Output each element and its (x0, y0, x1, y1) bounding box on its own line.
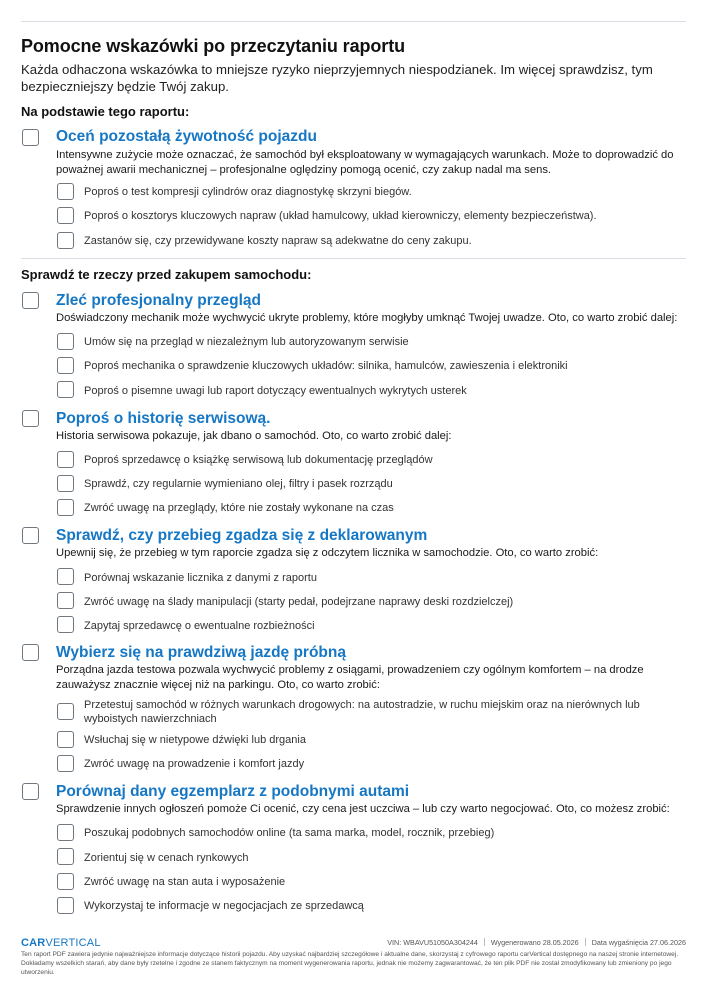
item-checkbox[interactable] (57, 731, 74, 748)
logo-text-light: VERTICAL (45, 937, 101, 949)
item-checkbox[interactable] (57, 873, 74, 890)
expiry-date: Data wygaśnięcia 27.06.2026 (591, 938, 686, 947)
section-title: Sprawdź, czy przebieg zgadza się z deklarowanym (56, 527, 428, 544)
checklist-item: Zwróć uwagę na stan auta i wyposażenie (84, 876, 286, 888)
intro-text: Każda odhaczona wskazówka to mniejsze ryzyko nieprzyjemnych niespodzianek. Im więcej sprawdzisz, tym bezpieczniejszy będzie Twój zakup. (21, 62, 653, 94)
generated-date: Wygenerowano 28.05.2026 (490, 938, 579, 947)
vin-number: VIN: WBAVU51050A304244 (387, 938, 478, 947)
item-checkbox[interactable] (57, 592, 74, 609)
item-checkbox[interactable] (57, 475, 74, 492)
checklist-item: Zwróć uwagę na przeglądy, które nie zostały wykonane na czas (84, 502, 394, 514)
item-checkbox[interactable] (57, 357, 74, 374)
checklist-item: Zastanów się, czy przewidywane koszty napraw są adekwatne do ceny zakupu. (84, 235, 472, 247)
item-checkbox[interactable] (57, 848, 74, 865)
section-description: Sprawdzenie innych ogłoszeń pomoże Ci ocenić, czy cena jest uczciwa – lub czy warto negocjować. Oto, co możesz zrobić: (56, 803, 670, 815)
item-checkbox[interactable] (57, 897, 74, 914)
item-checkbox[interactable] (57, 755, 74, 772)
checklist-item: Poproś mechanika o sprawdzenie kluczowych układów: silnika, hamulców, zawieszenia i elektroniki (84, 360, 568, 372)
section-checkbox[interactable] (22, 783, 39, 800)
checklist-item: Wykorzystaj te informacje w negocjacjach ze sprzedawcą (84, 900, 364, 912)
report-meta (387, 938, 686, 947)
item-checkbox[interactable] (57, 824, 74, 841)
section-title: Wybierz się na prawdziwą jazdę próbną (56, 644, 346, 661)
checklist-item: Poproś o test kompresji cylindrów oraz diagnostykę skrzyni biegów. (84, 186, 412, 198)
section-description: Historia serwisowa pokazuje, jak dbano o samochód. Oto, co warto zrobić dalej: (56, 430, 452, 442)
top-divider (21, 21, 686, 22)
section-description: Upewnij się, że przebieg w tym raporcie zgadza się z odczytem licznika w samochodzie. Oto, co warto zrobić: (56, 547, 599, 559)
item-checkbox[interactable] (57, 207, 74, 224)
logo-text-bold: CAR (21, 937, 46, 949)
item-checkbox[interactable] (57, 703, 74, 720)
checklist-item: Zorientuj się w cenach rynkowych (84, 852, 249, 864)
section-checkbox[interactable] (22, 527, 39, 544)
section-description: Porządna jazda testowa pozwala wychwycić problemy z osiągami, prowadzeniem czy ogólnym komfortem – na drodze zauważysz znacznie więcej niż na parkingu. Oto, co warto zrobić: (56, 664, 644, 691)
section-title: Porównaj dany egzemplarz z podobnymi autami (56, 783, 410, 800)
meta-separator (585, 938, 586, 946)
item-checkbox[interactable] (57, 183, 74, 200)
item-checkbox[interactable] (57, 568, 74, 585)
checklist-item: Poproś sprzedawcę o książkę serwisową lub dokumentację przeglądów (84, 454, 433, 466)
checklist-item: Poproś o pisemne uwagi lub raport dotyczący ewentualnych wykrytych usterek (84, 385, 467, 397)
section-divider (21, 258, 686, 259)
checklist-item: Zwróć uwagę na ślady manipulacji (starty pedał, podejrzane naprawy deski rozdzielczej) (84, 596, 514, 608)
checklist-item: Zapytaj sprzedawcę o ewentualne rozbieżności (84, 620, 315, 632)
item-checkbox[interactable] (57, 499, 74, 516)
section-description: Intensywne zużycie może oznaczać, że samochód był eksploatowany w wymagających warunkach. Może to doprowadzić do poważnej awarii mechanicznej – profesjonalne oględziny pomogą ocenić, czy zakup nadal ma sens. (56, 149, 674, 176)
footer-disclaimer: Ten raport PDF zawiera jedynie najważniejsze informacje dotyczące historii pojazdu. Aby uzyskać najbardziej szczegółowe i aktualne dane, skorzystaj z cyfrowego raportu carVertical dostępnego na naszej stronie internetowej. Dokładamy wszelkich starań, aby dane były rzetelne i zgodne ze stanem faktycznym na moment wygenerowania raportu, jednak nie możemy zagwarantować, że ten plik PDF nie został zmodyfikowany lub zmieniony po jego utworzeniu. (21, 951, 679, 976)
checklist-item: Wsłuchaj się w nietypowe dźwięki lub drgania (84, 734, 306, 746)
section-checkbox[interactable] (22, 410, 39, 427)
section-title: Poproś o historię serwisową. (56, 410, 271, 427)
checklist-item: Zwróć uwagę na prowadzenie i komfort jazdy (84, 758, 305, 770)
group-heading-before-purchase: Sprawdź te rzeczy przed zakupem samochodu: (21, 267, 312, 282)
checklist-item: Przetestuj samochód w różnych warunkach drogowych: na autostradzie, w ruchu miejskim oraz na nierównych lub wyboistych nawierzchniach (84, 699, 640, 725)
section-description: Doświadczony mechanik może wychwycić ukryte problemy, które mogłyby umknąć Twojej uwadze. Oto, co warto zrobić dalej: (56, 312, 678, 324)
checklist-item: Poproś o kosztorys kluczowych napraw (układ hamulcowy, układ kierowniczy, elementy bezpieczeństwa). (84, 210, 597, 222)
item-checkbox[interactable] (57, 381, 74, 398)
section-title: Oceń pozostałą żywotność pojazdu (56, 128, 317, 145)
checklist-item: Poszukaj podobnych samochodów online (ta sama marka, model, rocznik, przebieg) (84, 827, 495, 839)
meta-separator (484, 938, 485, 946)
section-checkbox[interactable] (22, 292, 39, 309)
item-checkbox[interactable] (57, 232, 74, 249)
section-checkbox[interactable] (22, 644, 39, 661)
checklist-item: Umów się na przegląd w niezależnym lub autoryzowanym serwisie (84, 336, 409, 348)
item-checkbox[interactable] (57, 333, 74, 350)
section-checkbox[interactable] (22, 129, 39, 146)
carvertical-logo (21, 937, 101, 949)
checklist-item: Porównaj wskazanie licznika z danymi z raportu (84, 572, 317, 584)
item-checkbox[interactable] (57, 616, 74, 633)
checklist-item: Sprawdź, czy regularnie wymieniano olej, filtry i pasek rozrządu (84, 478, 393, 490)
item-checkbox[interactable] (57, 451, 74, 468)
group-heading-report: Na podstawie tego raportu: (21, 104, 190, 119)
section-title: Zleć profesjonalny przegląd (56, 292, 261, 309)
page-title: Pomocne wskazówki po przeczytaniu raportu (21, 36, 405, 56)
